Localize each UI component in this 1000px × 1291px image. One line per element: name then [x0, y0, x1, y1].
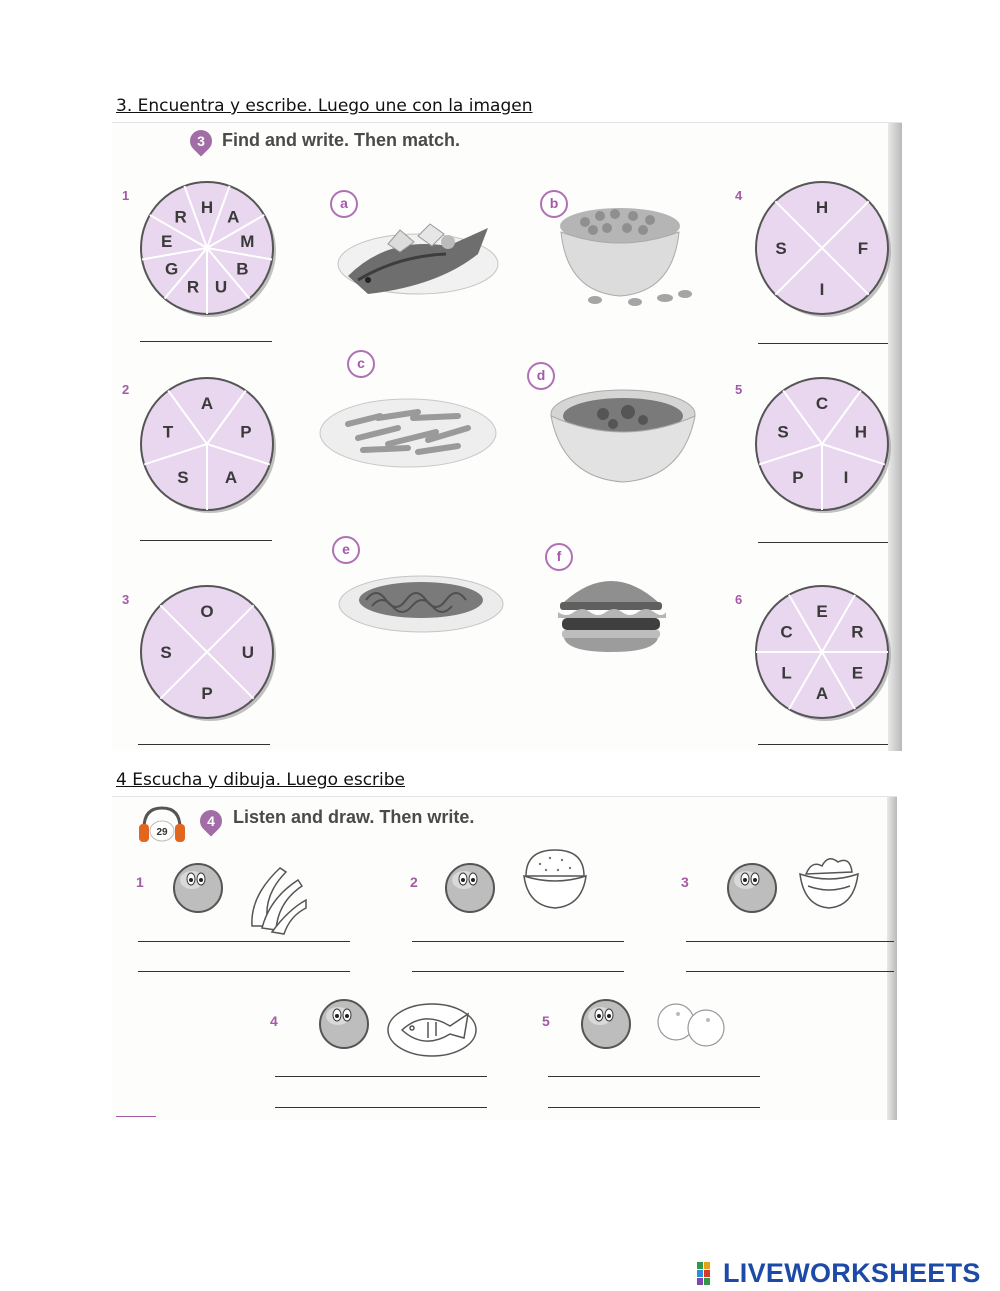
letter-wheel-3	[135, 580, 279, 724]
write-line-3a[interactable]	[686, 941, 894, 942]
write-line-1b[interactable]	[138, 971, 350, 972]
salad-bowl-icon	[796, 850, 862, 914]
face-circle	[446, 864, 494, 912]
face-circle	[728, 864, 776, 912]
face-icon[interactable]	[170, 860, 226, 916]
item-number-2: 2	[410, 874, 418, 890]
picture-letter-a: a	[330, 190, 358, 218]
write-line-4a[interactable]	[275, 1076, 487, 1077]
wheel-letter: C	[815, 394, 829, 414]
wheel-letter: P	[201, 683, 213, 703]
soup-bowl-image[interactable]	[548, 386, 698, 486]
exercise4-scan	[112, 796, 897, 1120]
picture-letter-e: e	[332, 536, 360, 564]
picture-letter-d: d	[527, 362, 555, 390]
letter-wheel-6	[750, 580, 894, 724]
wheel-number-5: 5	[735, 382, 743, 397]
fish-plate-image[interactable]	[328, 206, 500, 306]
wheel-letter: I	[819, 279, 825, 299]
answer-line-1[interactable]	[140, 341, 272, 342]
wheel-letter: O	[200, 602, 214, 622]
wheel-letter: G	[164, 259, 179, 279]
wheel-letter: H	[200, 198, 214, 218]
chips-plate-image[interactable]	[318, 388, 498, 473]
bananas-icon	[244, 856, 308, 936]
wheel-letter: U	[214, 277, 228, 297]
section4-heading: 4 Escucha y dibuja. Luego escribe	[116, 770, 405, 790]
wheel-letter: E	[161, 231, 173, 251]
wheel-letter: E	[816, 602, 828, 622]
face-pupil	[607, 1014, 611, 1018]
item-number-5: 5	[542, 1013, 550, 1029]
exercise3-pin-icon: 3	[185, 125, 216, 156]
face-icon[interactable]	[316, 996, 372, 1052]
headphones-track-icon	[136, 804, 188, 844]
face-pupil	[335, 1014, 339, 1018]
exercise4-pin-icon: 4	[195, 805, 226, 836]
face-pupil	[461, 878, 465, 882]
picture-letter-f: f	[545, 543, 573, 571]
oranges-icon	[654, 1000, 730, 1050]
wheel-letter: A	[200, 394, 214, 414]
rice-bowl-icon	[520, 846, 590, 914]
wheel-letter: S	[777, 422, 789, 442]
write-line-2a[interactable]	[412, 941, 624, 942]
wheel-letter: R	[174, 207, 187, 227]
item-number-4: 4	[270, 1013, 278, 1029]
liveworksheets-logo[interactable]	[697, 1258, 981, 1289]
face-icon[interactable]	[724, 860, 780, 916]
pasta-plate-image[interactable]	[336, 566, 506, 638]
picture-letter-c: c	[347, 350, 375, 378]
item-number-1: 1	[136, 874, 144, 890]
wheel-letter: C	[780, 622, 793, 642]
scan-edge-shadow-2	[887, 797, 897, 1120]
letter-wheel-2	[135, 372, 279, 516]
hamburger-image[interactable]	[556, 568, 666, 656]
wheel-letter: P	[792, 468, 804, 488]
wheel-letter: S	[160, 643, 172, 662]
fish-plate-icon	[384, 998, 482, 1058]
wheel-letter: S	[177, 468, 189, 488]
write-line-5a[interactable]	[548, 1076, 760, 1077]
wheel-letter: R	[186, 277, 200, 297]
wheel-number-2: 2	[122, 382, 130, 397]
wheel-letter: T	[162, 422, 174, 442]
wheel-letter: A	[815, 683, 829, 703]
stray-line	[116, 1116, 156, 1117]
letter-wheel-1	[135, 176, 279, 320]
letter-wheel-5	[750, 372, 894, 516]
letter-wheel-4	[750, 176, 894, 320]
wheel-letter: B	[236, 259, 249, 279]
face-pupil	[743, 878, 747, 882]
face-circle	[320, 1000, 368, 1048]
track-number: 29	[156, 827, 168, 838]
face-pupil	[199, 878, 203, 882]
face-circle	[582, 1000, 630, 1048]
wheel-letter: P	[240, 422, 252, 442]
face-pupil	[345, 1014, 349, 1018]
answer-line-2[interactable]	[140, 540, 272, 541]
wheel-letter: R	[851, 622, 864, 642]
wheel-letter: H	[815, 198, 829, 218]
answer-line-3[interactable]	[138, 744, 270, 745]
face-pupil	[189, 878, 193, 882]
wheel-number-1: 1	[122, 188, 130, 203]
wheel-number-3: 3	[122, 592, 130, 607]
section3-heading: 3. Encuentra y escribe. Luego une con la imagen	[116, 96, 533, 116]
write-line-1a[interactable]	[138, 941, 350, 942]
wheel-letter: I	[843, 468, 849, 488]
wheel-letter: A	[227, 207, 240, 227]
answer-line-4[interactable]	[758, 343, 888, 344]
wheel-number-6: 6	[735, 592, 743, 607]
wheel-letter: E	[851, 663, 864, 683]
wheel-letter: S	[775, 239, 787, 258]
write-line-2b[interactable]	[412, 971, 624, 972]
write-line-5b[interactable]	[548, 1107, 760, 1108]
face-circle	[174, 864, 222, 912]
exercise4-title: Listen and draw. Then write.	[233, 807, 475, 827]
face-pupil	[471, 878, 475, 882]
face-pupil	[597, 1014, 601, 1018]
wheel-letter: U	[241, 643, 255, 662]
wheel-letter: M	[240, 231, 255, 251]
wheel-number-4: 4	[735, 188, 743, 203]
cereal-bowl-image[interactable]	[555, 196, 700, 311]
picture-letter-b: b	[540, 190, 568, 218]
logo-blocks-icon	[697, 1262, 719, 1286]
write-line-4b[interactable]	[275, 1107, 487, 1108]
face-pupil	[753, 878, 757, 882]
answer-line-6[interactable]	[758, 744, 888, 745]
logo-text: LIVEWORKSHEETS	[723, 1258, 981, 1288]
answer-line-5[interactable]	[758, 542, 888, 543]
wheel-letter: L	[781, 663, 792, 683]
wheel-letter: H	[854, 422, 868, 442]
wheel-letter: A	[224, 468, 238, 488]
face-icon[interactable]	[578, 996, 634, 1052]
write-line-3b[interactable]	[686, 971, 894, 972]
face-icon[interactable]	[442, 860, 498, 916]
exercise3-title: Find and write. Then match.	[222, 130, 461, 150]
item-number-3: 3	[681, 874, 689, 890]
wheel-letter: F	[857, 239, 869, 258]
